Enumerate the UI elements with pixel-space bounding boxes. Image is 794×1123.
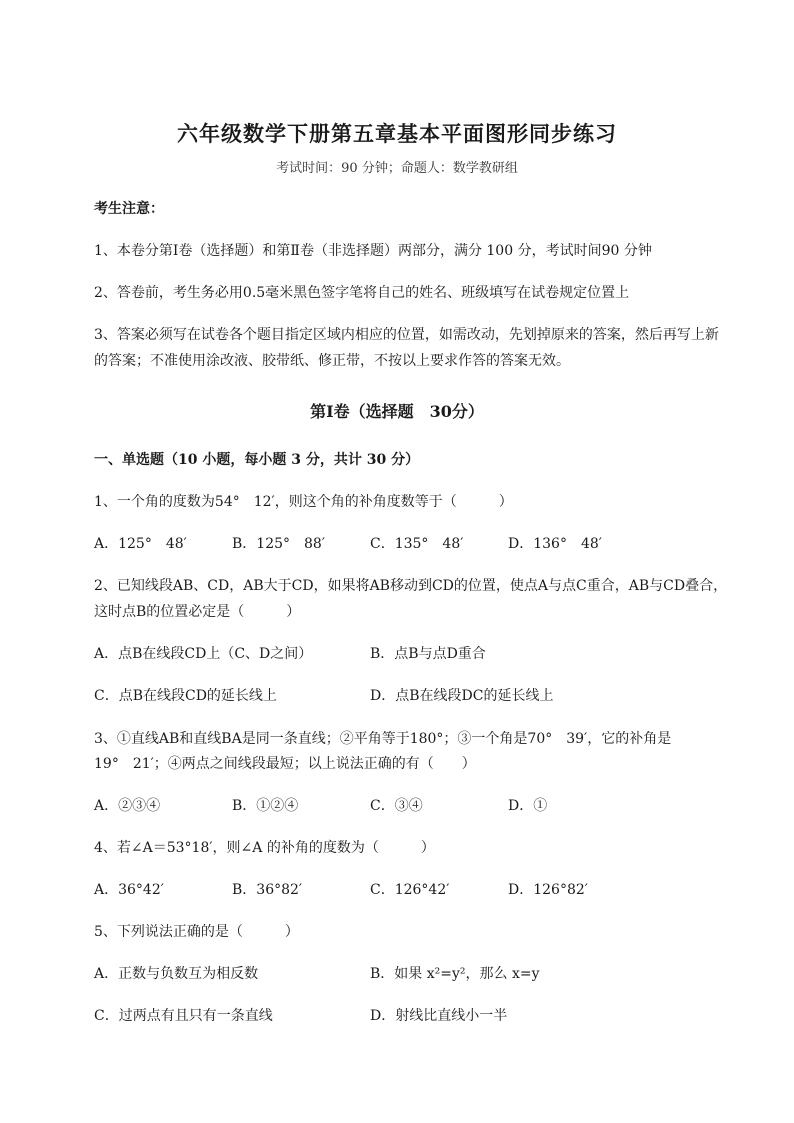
question-stem: 1、一个角的度数为54° 12′，则这个角的补角度数等于（ ） [94,494,513,510]
option-a: A．36°42′ [94,882,164,898]
exam-info: 考试时间：90 分钟；命题人：数学教研组 [276,161,518,176]
option-c: C．③④ [370,798,423,814]
option-d: D．点B在线段DC的延长线上 [370,688,554,704]
question-stem: 2、已知线段AB、CD，AB大于CD，如果将AB移动到CD的位置，使点A与点C重合，AB与CD叠合， [94,578,728,594]
question-stem: 4、若∠A＝53°18′，则∠A 的补角的度数为（ ） [94,840,435,856]
notice-item: 的答案；不准使用涂改液、胶带纸、修正带，不按以上要求作答的答案无效。 [94,353,570,369]
notice-heading: 考生注意： [94,201,164,217]
option-a: A．点B在线段CD上（C、D之间） [94,646,313,662]
option-c: C．点B在线段CD的延长线上 [94,688,277,704]
question-stem: 这时点B的位置必定是（ ） [94,604,301,620]
option-b: B．36°82′ [232,882,303,898]
option-c: C．过两点有且只有一条直线 [94,1008,273,1024]
question-stem: 5、下列说法正确的是（ ） [94,924,299,940]
option-b: B．点B与点D重合 [370,646,486,662]
page-title: 六年级数学下册第五章基本平面图形同步练习 [177,121,617,146]
option-b: B．如果 x²=y²，那么 x=y [370,966,540,982]
option-a: A．125° 48′ [94,536,187,552]
option-d: D．① [508,798,548,814]
section-heading: 一、单选题（10 小题，每小题 3 分，共计 30 分） [94,452,420,468]
option-a: A．正数与负数互为相反数 [94,966,259,982]
notice-item: 2、答卷前，考生务必用0.5毫米黑色签字笔将自己的姓名、班级填写在试卷规定位置上 [94,285,630,301]
question-stem: 19° 21′；④两点之间线段最短；以上说法正确的有（ ） [94,756,476,772]
option-a: A．②③④ [94,798,161,814]
option-c: C．135° 48′ [370,536,464,552]
option-d: D．射线比直线小一半 [370,1008,508,1024]
option-b: B．125° 88′ [232,536,326,552]
notice-item: 3、答案必须写在试卷各个题目指定区域内相应的位置，如需改动，先划掉原来的答案，然后再写上新 [94,327,719,343]
notice-item: 1、本卷分第Ⅰ卷（选择题）和第Ⅱ卷（非选择题）两部分，满分 100 分，考试时间90 分钟 [94,243,652,259]
option-c: C．126°42′ [370,882,450,898]
question-stem: 3、①直线AB和直线BA是同一条直线；②平角等于180°；③一个角是70° 39′，它的补角是 [94,731,672,747]
option-d: D．136° 48′ [508,536,602,552]
option-d: D．126°82′ [508,882,588,898]
part-heading: 第Ⅰ卷（选择题 30分） [310,402,484,421]
option-b: B．①②④ [232,798,299,814]
